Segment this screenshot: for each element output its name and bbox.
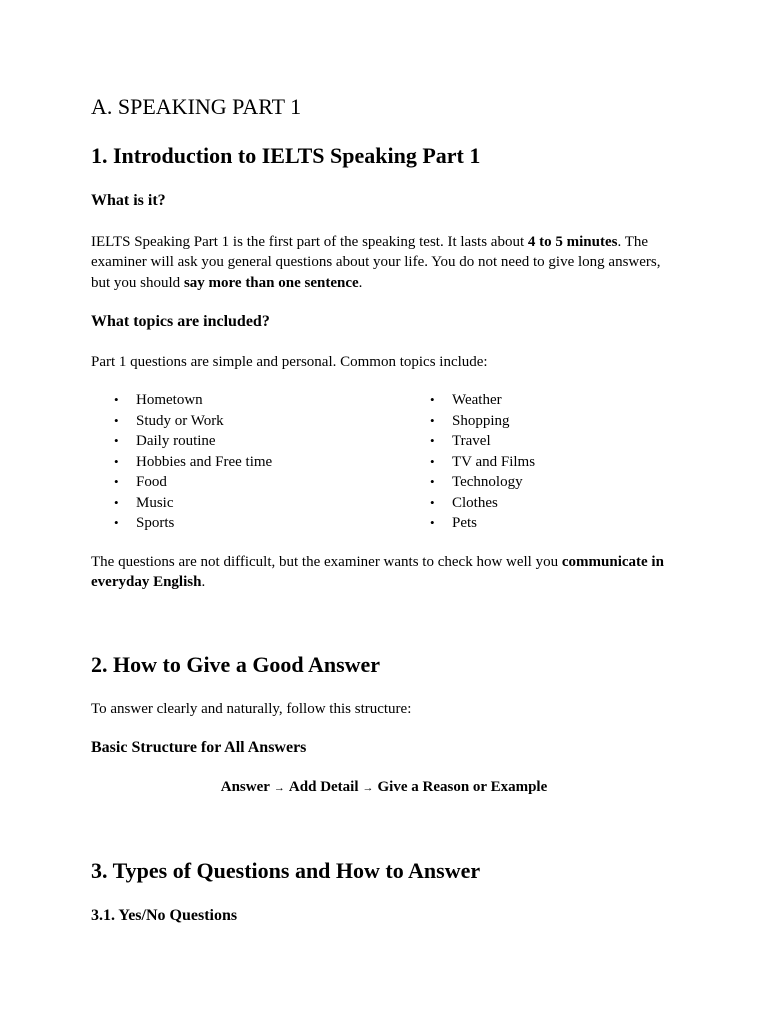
topic-list-item [430, 493, 535, 514]
topic-list-item [430, 411, 535, 432]
section-2-title: 2. How to Give a Good Answer [91, 652, 381, 677]
closing-text-1: The questions are not difficult, but the examiner wants to check how well you [91, 554, 562, 570]
structure-intro: To answer clearly and naturally, follow this structure: [91, 701, 412, 717]
bullet-icon: • [114, 412, 119, 428]
topic-list-item [114, 390, 272, 411]
flow-step-answer: Answer [220, 779, 270, 795]
bullet-icon: • [114, 474, 119, 489]
intro-paragraph [91, 232, 681, 293]
bullet-icon: • [114, 494, 119, 510]
bullet-icon: • [430, 453, 435, 469]
bullet-icon: • [430, 412, 435, 428]
topic-label: Music [136, 494, 174, 511]
flow-step-detail: Add Detail [288, 779, 359, 795]
topic-label: Technology [452, 474, 523, 490]
section-1-title: 1. Introduction to IELTS Speaking Part 1 [91, 143, 481, 168]
section-3-title: 3. Types of Questions and How to Answer [91, 858, 481, 883]
intro-duration: 4 to 5 minutes [527, 234, 618, 250]
topic-label: Study or Work [136, 412, 224, 429]
what-is-it-heading: What is it? [91, 192, 166, 209]
topic-list-item [114, 411, 272, 432]
topic-label: Daily routine [136, 433, 216, 449]
intro-text-1: IELTS Speaking Part 1 is the first part of the speaking test. It lasts about [91, 234, 528, 250]
bullet-icon: • [430, 515, 435, 530]
topic-label: Hometown [136, 392, 203, 408]
topic-list-item [430, 431, 535, 452]
topics-list-left [114, 390, 273, 534]
topic-label: TV and Films [452, 453, 536, 470]
closing-paragraph [91, 552, 681, 593]
topic-list-item [114, 493, 272, 514]
topic-list-item [114, 513, 272, 534]
topic-label: Shopping [452, 412, 510, 429]
yes-no-heading: 3.1. Yes/No Questions [91, 907, 238, 924]
topic-label: Sports [136, 515, 175, 531]
topic-label: Food [136, 474, 167, 490]
arrow-right-icon: → [273, 782, 285, 794]
bullet-icon: • [430, 392, 435, 407]
bullet-icon: • [430, 433, 435, 448]
flow-step-reason: Give a Reason or Example [377, 779, 548, 795]
closing-emphasis: communicate in everyday English [91, 554, 664, 591]
bullet-icon: • [430, 494, 435, 510]
intro-advice: say more than one sentence [183, 274, 359, 291]
topic-label: Hobbies and Free time [136, 453, 273, 470]
bullet-icon: • [430, 474, 435, 489]
section-a-title: A. SPEAKING PART 1 [91, 94, 302, 119]
topic-label: Clothes [452, 494, 498, 511]
topics-list-right [430, 390, 536, 534]
structure-flow [0, 779, 768, 796]
topics-heading: What topics are included? [91, 313, 270, 330]
topic-list-item [114, 472, 272, 493]
topic-list-item [114, 452, 273, 473]
topics-intro: Part 1 questions are simple and personal. Common topics include: [91, 354, 488, 370]
bullet-icon: • [114, 433, 119, 448]
structure-heading: Basic Structure for All Answers [91, 739, 307, 756]
topic-list-item [114, 431, 272, 452]
intro-text-2: . The examiner will ask you general questions about your life. You do not need to give long answers, but you should [91, 234, 661, 291]
topic-list-item [430, 452, 536, 473]
topic-label: Weather [452, 392, 502, 408]
arrow-right-icon: → [362, 782, 374, 794]
topic-list-item [430, 390, 535, 411]
bullet-icon: • [114, 515, 119, 530]
topic-label: Travel [452, 433, 491, 449]
topic-list-item [430, 513, 535, 534]
bullet-icon: • [114, 392, 119, 407]
topic-list-item [430, 472, 535, 493]
closing-text-2: . [201, 574, 206, 591]
topic-label: Pets [452, 515, 478, 531]
intro-text-3: . [358, 274, 363, 291]
bullet-icon: • [114, 453, 119, 469]
